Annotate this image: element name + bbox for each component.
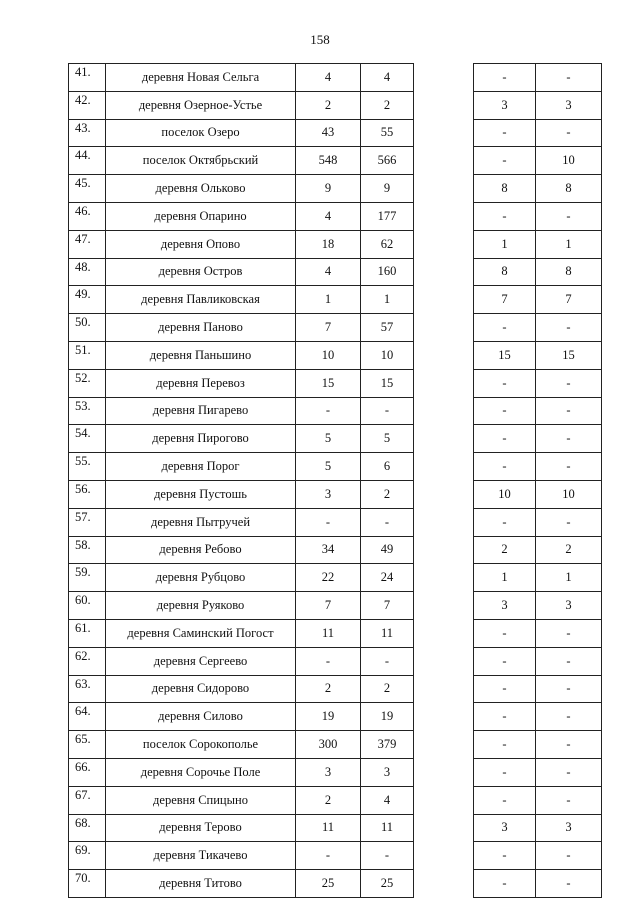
- spacer-cell: [414, 786, 474, 814]
- value-cell-4: -: [536, 369, 602, 397]
- value-cell-1: 2: [296, 675, 361, 703]
- value-cell-4: -: [536, 647, 602, 675]
- value-cell-1: 5: [296, 453, 361, 481]
- value-cell-3: -: [474, 675, 536, 703]
- value-cell-1: -: [296, 508, 361, 536]
- value-cell-1: 4: [296, 202, 361, 230]
- value-cell-4: -: [536, 64, 602, 92]
- table-row: [69, 675, 602, 703]
- value-cell-3: -: [474, 314, 536, 342]
- spacer-cell: [414, 870, 474, 898]
- table-row: [69, 91, 602, 119]
- value-cell-3: -: [474, 870, 536, 898]
- row-number-cell: 61.: [69, 619, 106, 647]
- value-cell-1: 11: [296, 814, 361, 842]
- value-cell-4: -: [536, 202, 602, 230]
- settlement-name-cell: поселок Октябрьский: [106, 147, 296, 175]
- value-cell-4: 1: [536, 564, 602, 592]
- spacer-cell: [414, 119, 474, 147]
- value-cell-1: 7: [296, 314, 361, 342]
- value-cell-3: -: [474, 202, 536, 230]
- settlement-name-cell: деревня Сергеево: [106, 647, 296, 675]
- value-cell-2: 566: [361, 147, 414, 175]
- table-row: [69, 508, 602, 536]
- value-cell-4: 10: [536, 480, 602, 508]
- value-cell-4: -: [536, 314, 602, 342]
- value-cell-2: 177: [361, 202, 414, 230]
- value-cell-2: 10: [361, 341, 414, 369]
- table-row: [69, 731, 602, 759]
- value-cell-3: -: [474, 758, 536, 786]
- settlement-name-cell: деревня Перевоз: [106, 369, 296, 397]
- row-number-cell: 65.: [69, 731, 106, 759]
- value-cell-3: -: [474, 453, 536, 481]
- table-row: [69, 536, 602, 564]
- spacer-cell: [414, 64, 474, 92]
- spacer-cell: [414, 758, 474, 786]
- settlement-name-cell: деревня Терово: [106, 814, 296, 842]
- settlements-table: [68, 63, 602, 898]
- value-cell-1: 19: [296, 703, 361, 731]
- value-cell-3: -: [474, 369, 536, 397]
- value-cell-3: -: [474, 508, 536, 536]
- spacer-cell: [414, 619, 474, 647]
- value-cell-3: -: [474, 786, 536, 814]
- table-row: [69, 314, 602, 342]
- row-number-cell: 43.: [69, 119, 106, 147]
- value-cell-3: -: [474, 119, 536, 147]
- row-number-cell: 56.: [69, 480, 106, 508]
- row-number-cell: 53.: [69, 397, 106, 425]
- row-number-cell: 51.: [69, 341, 106, 369]
- value-cell-3: -: [474, 731, 536, 759]
- spacer-cell: [414, 508, 474, 536]
- row-number-cell: 69.: [69, 842, 106, 870]
- value-cell-4: -: [536, 425, 602, 453]
- settlement-name-cell: деревня Сидорово: [106, 675, 296, 703]
- value-cell-3: 1: [474, 564, 536, 592]
- table-row: [69, 480, 602, 508]
- row-number-cell: 55.: [69, 453, 106, 481]
- row-number-cell: 60.: [69, 592, 106, 620]
- table-row: [69, 786, 602, 814]
- settlement-name-cell: деревня Пустошь: [106, 480, 296, 508]
- spacer-cell: [414, 91, 474, 119]
- value-cell-1: 34: [296, 536, 361, 564]
- table-body: [69, 64, 602, 898]
- value-cell-4: 3: [536, 592, 602, 620]
- spacer-cell: [414, 341, 474, 369]
- value-cell-4: 3: [536, 91, 602, 119]
- spacer-cell: [414, 397, 474, 425]
- row-number-cell: 54.: [69, 425, 106, 453]
- table-row: [69, 647, 602, 675]
- value-cell-2: 6: [361, 453, 414, 481]
- row-number-cell: 48.: [69, 258, 106, 286]
- settlement-name-cell: деревня Пирогово: [106, 425, 296, 453]
- settlement-name-cell: поселок Озеро: [106, 119, 296, 147]
- value-cell-1: -: [296, 397, 361, 425]
- value-cell-4: 3: [536, 814, 602, 842]
- value-cell-4: 8: [536, 258, 602, 286]
- row-number-cell: 47.: [69, 230, 106, 258]
- value-cell-3: -: [474, 64, 536, 92]
- settlement-name-cell: деревня Озерное-Устье: [106, 91, 296, 119]
- row-number-cell: 52.: [69, 369, 106, 397]
- value-cell-3: 10: [474, 480, 536, 508]
- value-cell-2: 11: [361, 814, 414, 842]
- spacer-cell: [414, 314, 474, 342]
- value-cell-1: 22: [296, 564, 361, 592]
- settlement-name-cell: деревня Ольково: [106, 175, 296, 203]
- settlement-name-cell: деревня Паньшино: [106, 341, 296, 369]
- value-cell-3: 8: [474, 258, 536, 286]
- value-cell-4: -: [536, 842, 602, 870]
- table-row: [69, 564, 602, 592]
- row-number-cell: 45.: [69, 175, 106, 203]
- value-cell-4: 10: [536, 147, 602, 175]
- row-number-cell: 62.: [69, 647, 106, 675]
- value-cell-1: 10: [296, 341, 361, 369]
- settlement-name-cell: деревня Новая Сельга: [106, 64, 296, 92]
- settlement-name-cell: деревня Пытручей: [106, 508, 296, 536]
- value-cell-4: -: [536, 703, 602, 731]
- value-cell-2: 15: [361, 369, 414, 397]
- value-cell-4: -: [536, 119, 602, 147]
- value-cell-3: 7: [474, 286, 536, 314]
- page-number: 158: [310, 32, 330, 47]
- value-cell-4: -: [536, 870, 602, 898]
- settlement-name-cell: деревня Титово: [106, 870, 296, 898]
- value-cell-1: 1: [296, 286, 361, 314]
- spacer-cell: [414, 647, 474, 675]
- value-cell-4: -: [536, 786, 602, 814]
- table-row: [69, 870, 602, 898]
- value-cell-1: 548: [296, 147, 361, 175]
- value-cell-2: 2: [361, 480, 414, 508]
- settlement-name-cell: деревня Спицыно: [106, 786, 296, 814]
- value-cell-1: 2: [296, 786, 361, 814]
- row-number-cell: 66.: [69, 758, 106, 786]
- value-cell-1: 25: [296, 870, 361, 898]
- value-cell-1: -: [296, 647, 361, 675]
- row-number-cell: 63.: [69, 675, 106, 703]
- settlement-name-cell: деревня Остров: [106, 258, 296, 286]
- settlement-name-cell: деревня Опарино: [106, 202, 296, 230]
- settlement-name-cell: деревня Паново: [106, 314, 296, 342]
- value-cell-3: -: [474, 619, 536, 647]
- row-number-cell: 44.: [69, 147, 106, 175]
- row-number-cell: 41.: [69, 64, 106, 92]
- value-cell-1: 300: [296, 731, 361, 759]
- settlement-name-cell: деревня Ребово: [106, 536, 296, 564]
- value-cell-4: -: [536, 619, 602, 647]
- value-cell-4: -: [536, 453, 602, 481]
- spacer-cell: [414, 202, 474, 230]
- value-cell-1: 15: [296, 369, 361, 397]
- value-cell-1: 5: [296, 425, 361, 453]
- table-row: [69, 842, 602, 870]
- row-number-cell: 67.: [69, 786, 106, 814]
- row-number-cell: 42.: [69, 91, 106, 119]
- settlement-name-cell: деревня Саминский Погост: [106, 619, 296, 647]
- row-number-cell: 59.: [69, 564, 106, 592]
- row-number-cell: 49.: [69, 286, 106, 314]
- value-cell-4: -: [536, 508, 602, 536]
- value-cell-2: 57: [361, 314, 414, 342]
- value-cell-3: -: [474, 647, 536, 675]
- spacer-cell: [414, 703, 474, 731]
- value-cell-4: 15: [536, 341, 602, 369]
- table-row: [69, 425, 602, 453]
- value-cell-1: 2: [296, 91, 361, 119]
- value-cell-4: -: [536, 731, 602, 759]
- value-cell-2: 62: [361, 230, 414, 258]
- value-cell-3: 3: [474, 91, 536, 119]
- value-cell-3: 1: [474, 230, 536, 258]
- table-row: [69, 202, 602, 230]
- table-row: [69, 453, 602, 481]
- value-cell-4: 1: [536, 230, 602, 258]
- table-row: [69, 64, 602, 92]
- value-cell-4: 7: [536, 286, 602, 314]
- settlement-name-cell: деревня Тикачево: [106, 842, 296, 870]
- table-row: [69, 397, 602, 425]
- value-cell-3: 2: [474, 536, 536, 564]
- value-cell-4: -: [536, 675, 602, 703]
- value-cell-2: 49: [361, 536, 414, 564]
- value-cell-2: 55: [361, 119, 414, 147]
- table-row: [69, 758, 602, 786]
- value-cell-2: 5: [361, 425, 414, 453]
- row-number-cell: 70.: [69, 870, 106, 898]
- spacer-cell: [414, 425, 474, 453]
- value-cell-2: 160: [361, 258, 414, 286]
- value-cell-3: -: [474, 842, 536, 870]
- spacer-cell: [414, 175, 474, 203]
- value-cell-3: 15: [474, 341, 536, 369]
- value-cell-2: 2: [361, 675, 414, 703]
- settlement-name-cell: деревня Порог: [106, 453, 296, 481]
- value-cell-1: 4: [296, 258, 361, 286]
- row-number-cell: 46.: [69, 202, 106, 230]
- table-row: [69, 619, 602, 647]
- spacer-cell: [414, 369, 474, 397]
- spacer-cell: [414, 675, 474, 703]
- settlement-name-cell: деревня Рубцово: [106, 564, 296, 592]
- row-number-cell: 58.: [69, 536, 106, 564]
- settlement-name-cell: деревня Руяково: [106, 592, 296, 620]
- value-cell-2: -: [361, 647, 414, 675]
- row-number-cell: 57.: [69, 508, 106, 536]
- value-cell-1: 9: [296, 175, 361, 203]
- value-cell-2: 1: [361, 286, 414, 314]
- value-cell-2: 4: [361, 786, 414, 814]
- value-cell-2: 379: [361, 731, 414, 759]
- value-cell-2: 4: [361, 64, 414, 92]
- table-row: [69, 703, 602, 731]
- spacer-cell: [414, 480, 474, 508]
- value-cell-4: -: [536, 758, 602, 786]
- value-cell-2: 7: [361, 592, 414, 620]
- value-cell-2: 11: [361, 619, 414, 647]
- value-cell-4: -: [536, 397, 602, 425]
- table-row: [69, 592, 602, 620]
- settlement-name-cell: деревня Силово: [106, 703, 296, 731]
- value-cell-2: 2: [361, 91, 414, 119]
- value-cell-1: 43: [296, 119, 361, 147]
- value-cell-1: 3: [296, 480, 361, 508]
- table-row: [69, 175, 602, 203]
- spacer-cell: [414, 536, 474, 564]
- value-cell-3: 3: [474, 814, 536, 842]
- spacer-cell: [414, 258, 474, 286]
- settlement-name-cell: деревня Пигарево: [106, 397, 296, 425]
- value-cell-2: -: [361, 842, 414, 870]
- value-cell-3: -: [474, 425, 536, 453]
- table-row: [69, 230, 602, 258]
- value-cell-1: 7: [296, 592, 361, 620]
- value-cell-2: 3: [361, 758, 414, 786]
- value-cell-1: -: [296, 842, 361, 870]
- row-number-cell: 64.: [69, 703, 106, 731]
- spacer-cell: [414, 842, 474, 870]
- value-cell-1: 4: [296, 64, 361, 92]
- value-cell-2: 9: [361, 175, 414, 203]
- spacer-cell: [414, 814, 474, 842]
- value-cell-2: 25: [361, 870, 414, 898]
- value-cell-3: 3: [474, 592, 536, 620]
- value-cell-4: 2: [536, 536, 602, 564]
- spacer-cell: [414, 147, 474, 175]
- table-row: [69, 286, 602, 314]
- spacer-cell: [414, 564, 474, 592]
- value-cell-3: 8: [474, 175, 536, 203]
- value-cell-4: 8: [536, 175, 602, 203]
- settlement-name-cell: поселок Сорокополье: [106, 731, 296, 759]
- table-row: [69, 369, 602, 397]
- row-number-cell: 68.: [69, 814, 106, 842]
- row-number-cell: 50.: [69, 314, 106, 342]
- table-row: [69, 341, 602, 369]
- spacer-cell: [414, 286, 474, 314]
- value-cell-1: 11: [296, 619, 361, 647]
- table-row: [69, 258, 602, 286]
- spacer-cell: [414, 230, 474, 258]
- value-cell-3: -: [474, 147, 536, 175]
- settlement-name-cell: деревня Опово: [106, 230, 296, 258]
- table-row: [69, 119, 602, 147]
- value-cell-2: -: [361, 508, 414, 536]
- value-cell-1: 3: [296, 758, 361, 786]
- spacer-cell: [414, 592, 474, 620]
- value-cell-2: -: [361, 397, 414, 425]
- table-row: [69, 814, 602, 842]
- settlement-name-cell: деревня Павликовская: [106, 286, 296, 314]
- value-cell-3: -: [474, 703, 536, 731]
- spacer-cell: [414, 453, 474, 481]
- settlement-name-cell: деревня Сорочье Поле: [106, 758, 296, 786]
- spacer-cell: [414, 731, 474, 759]
- table-row: [69, 147, 602, 175]
- value-cell-2: 24: [361, 564, 414, 592]
- value-cell-1: 18: [296, 230, 361, 258]
- value-cell-3: -: [474, 397, 536, 425]
- value-cell-2: 19: [361, 703, 414, 731]
